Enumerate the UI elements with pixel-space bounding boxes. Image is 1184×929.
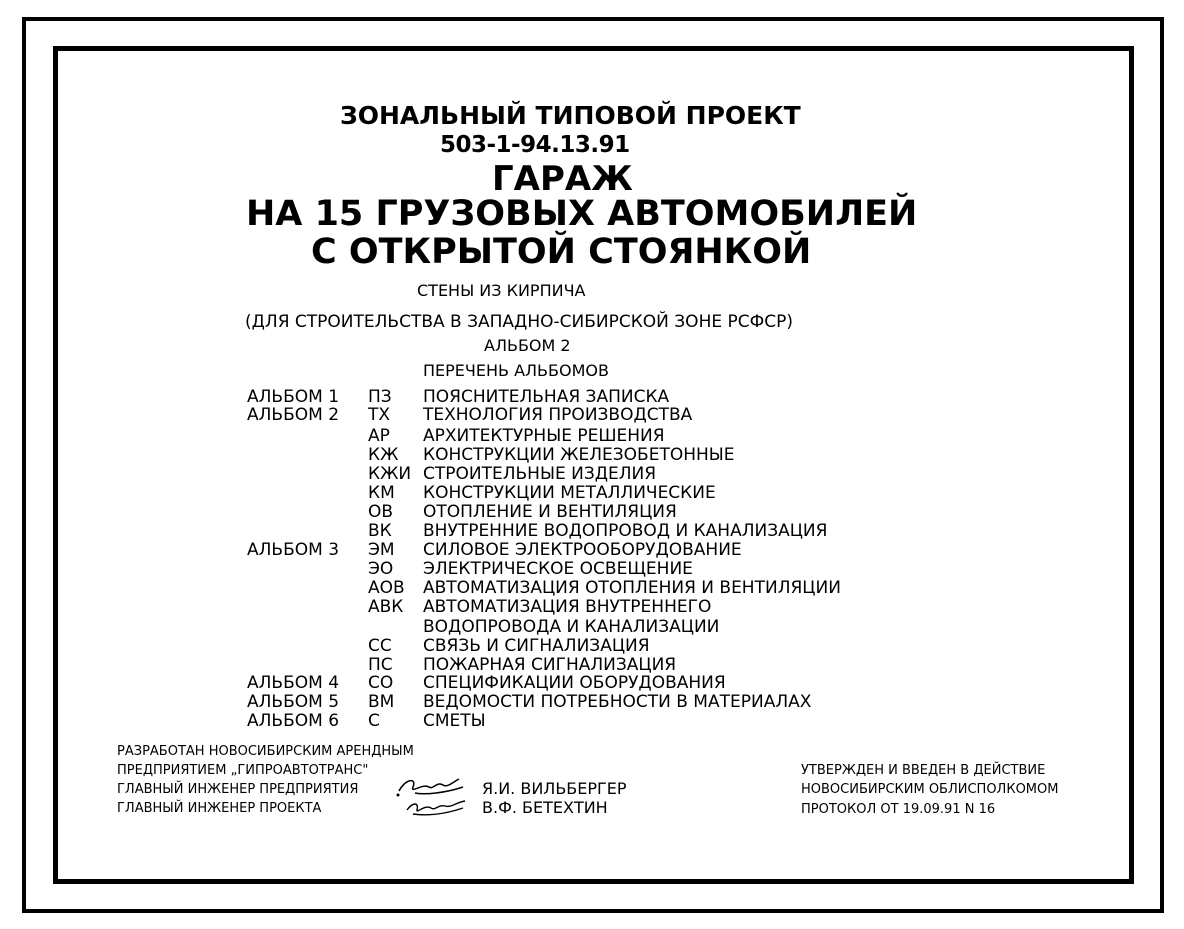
album-code: СО	[368, 673, 394, 693]
album-code: АОВ	[368, 578, 405, 598]
album-name: СВЯЗЬ И СИГНАЛИЗАЦИЯ	[423, 636, 650, 656]
album-label: АЛЬБОМ 2	[247, 405, 340, 425]
chief-engineer-name: Я.И. ВИЛЬБЕРГЕР	[482, 779, 627, 798]
album-code: АВК	[368, 597, 404, 617]
album-code: АР	[368, 426, 390, 446]
album-name: СМЕТЫ	[423, 711, 486, 731]
developer-line-2: ПРЕДПРИЯТИЕМ „ГИПРОАВТОТРАНС"	[117, 763, 369, 778]
album-name: СИЛОВОЕ ЭЛЕКТРООБОРУДОВАНИЕ	[423, 540, 742, 560]
album-name: СПЕЦИФИКАЦИИ ОБОРУДОВАНИЯ	[423, 673, 726, 693]
album-name: АВТОМАТИЗАЦИЯ ВНУТРЕННЕГО	[423, 597, 712, 617]
album-code: КЖИ	[368, 464, 412, 484]
walls-note: СТЕНЫ ИЗ КИРПИЧА	[417, 281, 586, 300]
album-label: АЛЬБОМ 6	[247, 711, 340, 731]
album-label: АЛЬБОМ 1	[247, 387, 340, 407]
purpose-note: (ДЛЯ СТРОИТЕЛЬСТВА В ЗАПАДНО-СИБИРСКОЙ ЗОНЕ РСФСР)	[245, 312, 794, 332]
title-line-2: НА 15 ГРУЗОВЫХ АВТОМОБИЛЕЙ	[246, 194, 918, 234]
album-name: СТРОИТЕЛЬНЫЕ ИЗДЕЛИЯ	[423, 464, 657, 484]
chief-engineer-label: ГЛАВНЫЙ ИНЖЕНЕР ПРЕДПРИЯТИЯ	[117, 782, 359, 797]
album-name: ВЕДОМОСТИ ПОТРЕБНОСТИ В МАТЕРИАЛАХ	[423, 692, 812, 712]
album-name: АРХИТЕКТУРНЫЕ РЕШЕНИЯ	[423, 426, 665, 446]
album-list-title: ПЕРЕЧЕНЬ АЛЬБОМОВ	[423, 361, 609, 380]
album-code: ЭМ	[368, 540, 395, 560]
title-line-3: С ОТКРЫТОЙ СТОЯНКОЙ	[311, 232, 812, 272]
album-name: КОНСТРУКЦИИ МЕТАЛЛИЧЕСКИЕ	[423, 483, 716, 503]
album-code: ВМ	[368, 692, 395, 712]
approval-line-1: УТВЕРЖДЕН И ВВЕДЕН В ДЕЙСТВИЕ	[801, 763, 1046, 778]
album-label: АЛЬБОМ 3	[247, 540, 340, 560]
album-code: КЖ	[368, 445, 399, 465]
album-label: АЛЬБОМ 4	[247, 673, 340, 693]
album-name: КОНСТРУКЦИИ ЖЕЛЕЗОБЕТОННЫЕ	[423, 445, 735, 465]
album-code: ПС	[368, 655, 393, 675]
album-code: ОВ	[368, 502, 394, 522]
developer-line-1: РАЗРАБОТАН НОВОСИБИРСКИМ АРЕНДНЫМ	[117, 744, 414, 759]
album-name: ВОДОПРОВОДА И КАНАЛИЗАЦИИ	[423, 617, 720, 637]
project-number: 503-1-94.13.91	[440, 132, 630, 158]
album-label: АЛЬБОМ 5	[247, 692, 340, 712]
album-code: СС	[368, 636, 392, 656]
album-number: АЛЬБОМ 2	[484, 336, 571, 355]
project-engineer-signature	[405, 796, 470, 818]
project-type: ЗОНАЛЬНЫЙ ТИПОВОЙ ПРОЕКТ	[340, 101, 801, 130]
album-name: ЭЛЕКТРИЧЕСКОЕ ОСВЕЩЕНИЕ	[423, 559, 693, 579]
album-code: ПЗ	[368, 387, 392, 407]
album-name: ОТОПЛЕНИЕ И ВЕНТИЛЯЦИЯ	[423, 502, 677, 522]
album-code: ВК	[368, 521, 392, 541]
approval-line-2: НОВОСИБИРСКИМ ОБЛИСПОЛКОМОМ	[801, 782, 1059, 797]
approval-protocol: ПРОТОКОЛ ОТ 19.09.91 N 16	[801, 802, 996, 817]
project-engineer-label: ГЛАВНЫЙ ИНЖЕНЕР ПРОЕКТА	[117, 801, 322, 816]
album-name: ТЕХНОЛОГИЯ ПРОИЗВОДСТВА	[423, 405, 693, 425]
album-name: ПОЖАРНАЯ СИГНАЛИЗАЦИЯ	[423, 655, 677, 675]
album-name: ВНУТРЕННИЕ ВОДОПРОВОД И КАНАЛИЗАЦИЯ	[423, 521, 828, 541]
album-code: ЭО	[368, 559, 394, 579]
album-name: АВТОМАТИЗАЦИЯ ОТОПЛЕНИЯ И ВЕНТИЛЯЦИИ	[423, 578, 841, 598]
album-code: КМ	[368, 483, 395, 503]
title-garage: ГАРАЖ	[492, 159, 633, 199]
album-code: С	[368, 711, 380, 731]
album-name: ПОЯСНИТЕЛЬНАЯ ЗАПИСКА	[423, 387, 670, 407]
project-engineer-name: В.Ф. БЕТЕХТИН	[482, 798, 608, 817]
album-code: ТХ	[368, 405, 391, 425]
